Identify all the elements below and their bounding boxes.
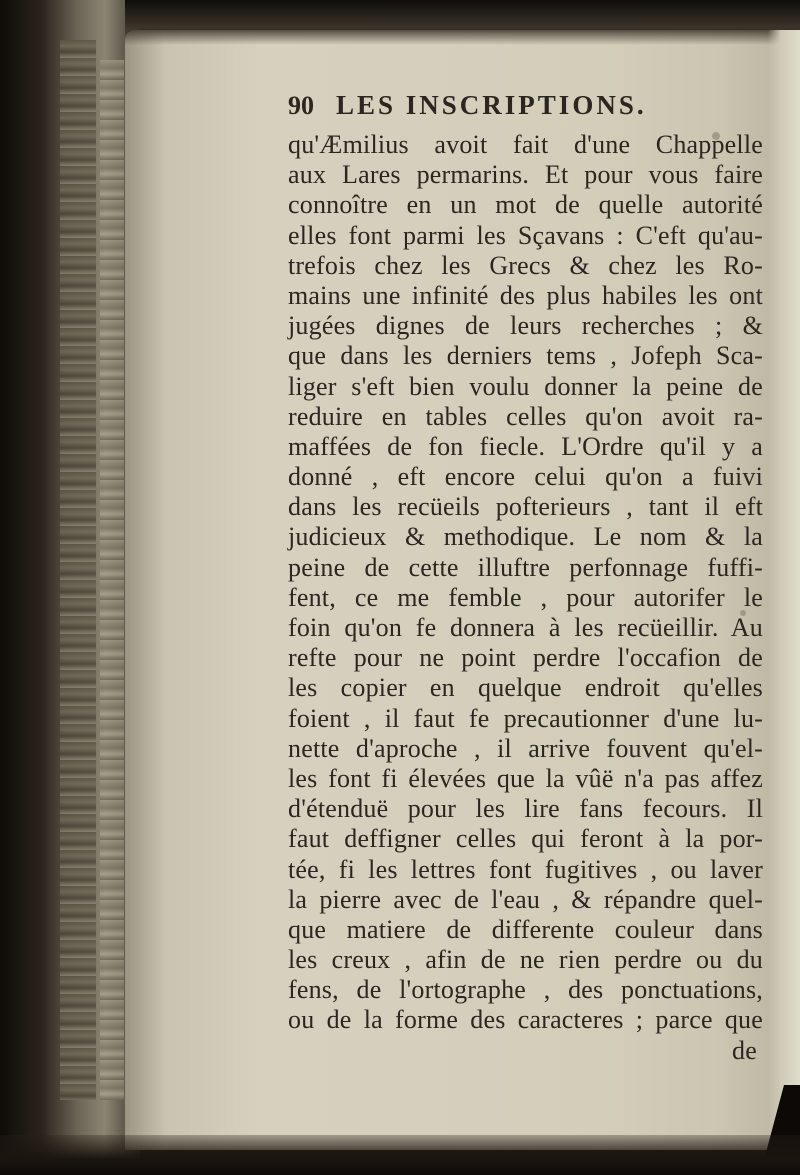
text-line: reduire en tables celles qu'on avoit ra- xyxy=(288,401,763,431)
text-line: qu'Æmilius avoit fait d'une Chappelle xyxy=(288,130,763,159)
text-line: fent, ce me femble , pour autorifer le xyxy=(288,582,763,612)
text-line: jugées dignes de leurs recherches ; & xyxy=(288,311,763,341)
text-line: refte pour ne point perdre l'occafion de xyxy=(288,643,763,673)
running-title: LES INSCRIPTIONS. xyxy=(336,90,647,120)
text-line: que dans les derniers tems , Jofeph Sca- xyxy=(288,341,763,371)
text-line: les copier en quelque endroit qu'elles xyxy=(288,673,763,703)
text-line: faut deffigner celles qui feront à la por- xyxy=(288,824,763,854)
text-line: judicieux & methodique. Le nom & la xyxy=(288,522,763,552)
text-line: connoître en un mot de quelle autorité xyxy=(288,190,763,220)
text-line: la pierre avec de l'eau , & répandre quel- xyxy=(288,884,763,914)
page-text xyxy=(288,90,763,1066)
page-top-shadow xyxy=(125,0,800,45)
text-line: liger s'eft bien voulu donner la peine de xyxy=(288,371,763,401)
catchword: de xyxy=(732,1035,757,1065)
text-line: fens, de l'ortographe , des ponctuations, xyxy=(288,975,763,1005)
text-line: ou de la forme des caracteres ; parce que xyxy=(288,1005,763,1035)
text-line: foient , il faut fe precautionner d'une lu- xyxy=(288,703,763,733)
text-line: que matiere de differente couleur dans xyxy=(288,914,763,944)
text-line: dans les recüeils pofterieurs , tant il eft xyxy=(288,492,763,522)
text-line: peine de cette illuftre perfonnage fuffi- xyxy=(288,552,763,582)
text-line: aux Lares permarins. Et pour vous faire xyxy=(288,160,763,190)
text-line: donné , eft encore celui qu'on a fuivi xyxy=(288,462,763,492)
text-line: les creux , afin de ne rien perdre ou du xyxy=(288,945,763,975)
text-line: trefois chez les Grecs & chez les Ro- xyxy=(288,250,763,280)
text-line: nette d'aproche , il arrive fouvent qu'el- xyxy=(288,733,763,763)
binding-page-edges xyxy=(100,60,124,1100)
page-header xyxy=(288,90,763,130)
text-line: elles font parmi les Sçavans : C'eft qu'au- xyxy=(288,220,763,250)
text-line: d'étenduë pour les lire fans fecours. Il xyxy=(288,794,763,824)
text-line: mains une infinité des plus habiles les ont xyxy=(288,280,763,310)
text-line: les font fi élevées que la vûë n'a pas affez xyxy=(288,763,763,793)
text-line: foin qu'on fe donnera à les recüeillir. Au xyxy=(288,613,763,642)
text-line: maffées de fon fiecle. L'Ordre qu'il y a xyxy=(288,431,763,461)
page-number: 90 xyxy=(288,91,314,120)
binding-spine-strip xyxy=(60,40,96,1100)
page-right-edge xyxy=(768,30,800,1140)
text-line: tée, fi les lettres font fugitives , ou laver xyxy=(288,854,763,884)
page-bottom-shadow xyxy=(0,1135,800,1175)
